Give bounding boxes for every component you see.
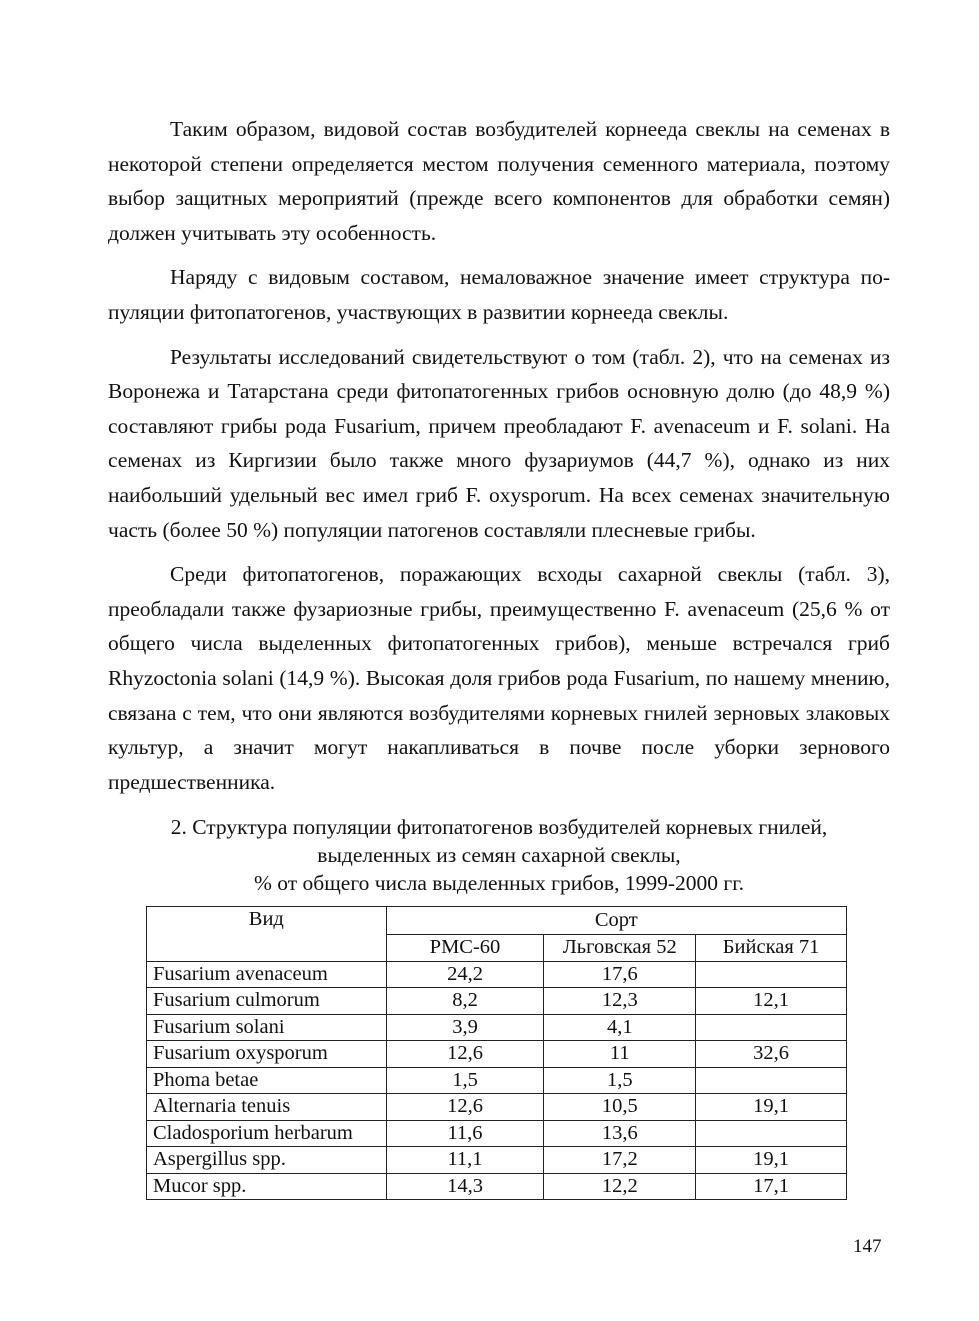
species-cell: Alternaria tenuis bbox=[147, 1094, 387, 1121]
table-row bbox=[147, 1173, 847, 1200]
body-text bbox=[108, 112, 890, 809]
value-cell bbox=[696, 1067, 847, 1094]
table-row bbox=[147, 1067, 847, 1094]
value-cell: 3,9 bbox=[386, 1014, 544, 1041]
paragraph: Среди фитопатогенов, поражающих всходы сахарной свеклы (табл. 3), преобладали также фузариозные грибы, преимущественно F. avenaceum (25,6 % от общего числа выделенных фитопатогенных грибов), меньше встречался гриб Rhyzoctonia solani (14,9 %). Высокая доля грибов рода Fusarium, по нашему мнению, связана с тем, что они являются возбудителями корневых гнилей зерновых злаковых культур, а значит могут накапливаться в почве после уборки зернового предшественника. bbox=[108, 562, 890, 794]
table-row bbox=[147, 1041, 847, 1068]
species-cell: Fusarium oxysporum bbox=[147, 1041, 387, 1068]
value-cell: 11 bbox=[544, 1041, 696, 1068]
value-cell: 17,1 bbox=[696, 1173, 847, 1200]
species-cell: Fusarium solani bbox=[147, 1014, 387, 1041]
species-cell: Fusarium culmorum bbox=[147, 988, 387, 1015]
table-row bbox=[147, 961, 847, 988]
value-cell: 10,5 bbox=[544, 1094, 696, 1121]
value-cell: 8,2 bbox=[386, 988, 544, 1015]
table-header-row bbox=[147, 907, 847, 935]
value-cell: 12,1 bbox=[696, 988, 847, 1015]
table-caption bbox=[108, 813, 890, 897]
value-cell: 1,5 bbox=[386, 1067, 544, 1094]
value-cell: 13,6 bbox=[544, 1120, 696, 1147]
species-cell: Aspergillus spp. bbox=[147, 1147, 387, 1174]
value-cell: 17,6 bbox=[544, 961, 696, 988]
table-row bbox=[147, 1147, 847, 1174]
header-species: Вид bbox=[147, 907, 387, 962]
paragraph: Наряду с видовым составом, немаловажное значение имеет структура популяции фитопатогенов, участвующих в развитии корнеeда свеклы. bbox=[108, 265, 890, 324]
value-cell: 11,6 bbox=[386, 1120, 544, 1147]
value-cell: 12,3 bbox=[544, 988, 696, 1015]
value-cell: 17,2 bbox=[544, 1147, 696, 1174]
header-variety-group: Сорт bbox=[386, 907, 846, 935]
value-cell: 12,6 bbox=[386, 1094, 544, 1121]
table-row bbox=[147, 988, 847, 1015]
caption-line: 2. Структура популяции фитопатогенов возбудителей корневых гнилей, bbox=[170, 815, 828, 839]
table-row bbox=[147, 1120, 847, 1147]
value-cell: 19,1 bbox=[696, 1094, 847, 1121]
caption-line: % от общего числа выделенных грибов, 1999-2000 гг. bbox=[254, 871, 744, 895]
species-cell: Fusarium avenaceum bbox=[147, 961, 387, 988]
value-cell: 4,1 bbox=[544, 1014, 696, 1041]
value-cell bbox=[696, 1120, 847, 1147]
header-variety: РМС-60 bbox=[386, 935, 544, 962]
caption-line: выделенных из семян сахарной свеклы, bbox=[317, 843, 681, 867]
value-cell: 12,6 bbox=[386, 1041, 544, 1068]
value-cell: 24,2 bbox=[386, 961, 544, 988]
species-cell: Phoma betae bbox=[147, 1067, 387, 1094]
species-cell: Mucor spp. bbox=[147, 1173, 387, 1200]
value-cell: 32,6 bbox=[696, 1041, 847, 1068]
value-cell: 19,1 bbox=[696, 1147, 847, 1174]
header-variety: Льговская 52 bbox=[544, 935, 696, 962]
page-number: 147 bbox=[853, 1236, 882, 1257]
header-variety: Бийская 71 bbox=[696, 935, 847, 962]
value-cell: 11,1 bbox=[386, 1147, 544, 1174]
value-cell bbox=[696, 1014, 847, 1041]
value-cell: 14,3 bbox=[386, 1173, 544, 1200]
value-cell: 12,2 bbox=[544, 1173, 696, 1200]
table-row bbox=[147, 1094, 847, 1121]
paragraph: Результаты исследований свидетельствуют о том (табл. 2), что на семенах из Воронежа и Татарстана среди фитопатогенных грибов основную долю (до 48,9 %) составляют грибы рода Fusarium, причем преобладают F. avenaceum и F. solani. На семенах из Киргизии было также много фузариумов (44,7 %), однако из них наибольший удельный вес имел гриб F. oxysporum. На всех семенах значительную часть (более 50 %) популяции патогенов составляли плесневые грибы. bbox=[108, 344, 890, 542]
paragraph: Таким образом, видовой состав возбудителей корнеeда свеклы на семенах в некоторой степени определяется местом получения семенного материала, поэтому выбор защитных мероприятий (прежде всего компонентов для обработки семян) должен учитывать эту особенность. bbox=[108, 117, 890, 245]
value-cell bbox=[696, 961, 847, 988]
value-cell: 1,5 bbox=[544, 1067, 696, 1094]
data-table bbox=[146, 906, 847, 1200]
table-row bbox=[147, 1014, 847, 1041]
species-cell: Cladosporium herbarum bbox=[147, 1120, 387, 1147]
